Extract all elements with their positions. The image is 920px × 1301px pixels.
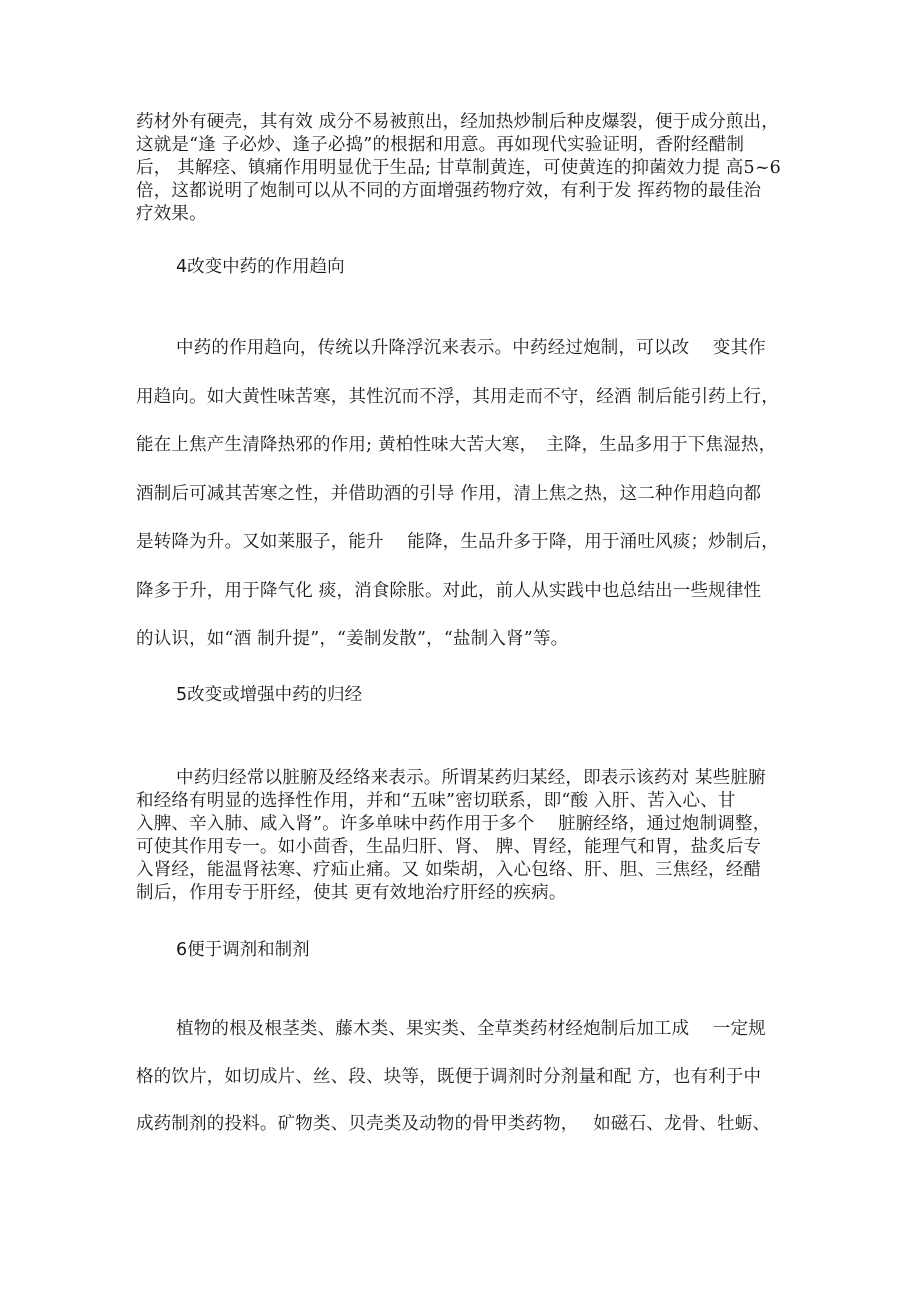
section4-line-5: 是转降为升。又如莱服子，能升 能降，生品升多于降，用于涌吐风痰；炒制后，	[136, 532, 779, 552]
section5-heading: 5改变或增强中药的归经	[176, 685, 363, 705]
intro-line-2: 这就是“逢 子必炒、逢子必捣”的根据和用意。再如现代实验证明，香附经醋制	[136, 135, 745, 155]
section5-line-3: 入脾、辛入肺、咸入肾”。许多单味中药作用于多个 脏腑经络，通过炮制调整，	[136, 814, 771, 834]
section4-line-1: 中药的作用趋向，传统以升降浮沉来表示。中药经过炮制，可以改 变其作	[176, 338, 766, 358]
section5-line-2: 和经络有明显的选择性作用，并和“五味”密切联系，即“酸 入肝、苦入心、甘	[136, 791, 736, 811]
section6-line-3: 成药制剂的投料。矿物类、贝壳类及动物的骨甲类药物， 如磁石、龙骨、牡蛎、	[136, 1114, 771, 1134]
section5-line-4: 可使其作用专一。如小茴香，生品归肝、肾、 脾、胃经，能理气和胃，盐炙后专	[136, 837, 762, 857]
section4-line-3: 能在上焦产生清降热邪的作用; 黄柏性味大苦大寒， 主降，生品多用于下焦湿热，	[136, 435, 777, 455]
section4-line-7: 的认识，如“酒 制升提”，“姜制发散”，“盐制入肾”等。	[136, 629, 569, 649]
section6-heading: 6便于调剂和制剂	[176, 940, 310, 960]
section4-line-4: 酒制后可减其苦寒之性，并借助酒的引导 作用，清上焦之热，这二种作用趋向都	[136, 484, 762, 504]
intro-line-3: 后， 其解痉、镇痛作用明显优于生品; 甘草制黄连，可使黄连的抑菌效力提 高5~6	[136, 158, 782, 178]
section5-line-1: 中药归经常以脏腑及经络来表示。所谓某药归某经，即表示该药对 某些脏腑	[176, 768, 766, 788]
section4-line-2: 用趋向。如大黄性味苦寒，其性沉而不浮，其用走而不守，经酒 制后能引药上行，	[136, 387, 779, 407]
section6-line-2: 格的饮片，如切成片、丝、段、块等，既便于调剂时分剂量和配 方，也有利于中	[136, 1067, 762, 1087]
section5-line-6: 制后，作用专于肝经，使其 更有效地治疗肝经的疾病。	[136, 883, 567, 903]
intro-line-1: 药材外有硬壳，其有效 成分不易被煎出，经加热炒制后种皮爆裂，便于成分煎出，	[136, 112, 779, 132]
section4-line-6: 降多于升，用于降气化 痰，消食除胀。对此，前人从实践中也总结出一些规律性	[136, 581, 762, 601]
section6-line-1: 植物的根及根茎类、藤木类、果实类、全草类药材经炮制后加工成 一定规	[176, 1019, 766, 1039]
intro-line-5: 疗效果。	[136, 204, 207, 224]
intro-line-4: 倍，这都说明了炮制可以从不同的方面增强药物疗效，有利于发 挥药物的最佳治	[136, 181, 762, 201]
section4-heading: 4改变中药的作用趋向	[176, 257, 345, 277]
section5-line-5: 入肾经，能温肾祛寒、疗疝止痛。又 如柴胡，入心包络、肝、胆、三焦经，经醋	[136, 860, 762, 880]
